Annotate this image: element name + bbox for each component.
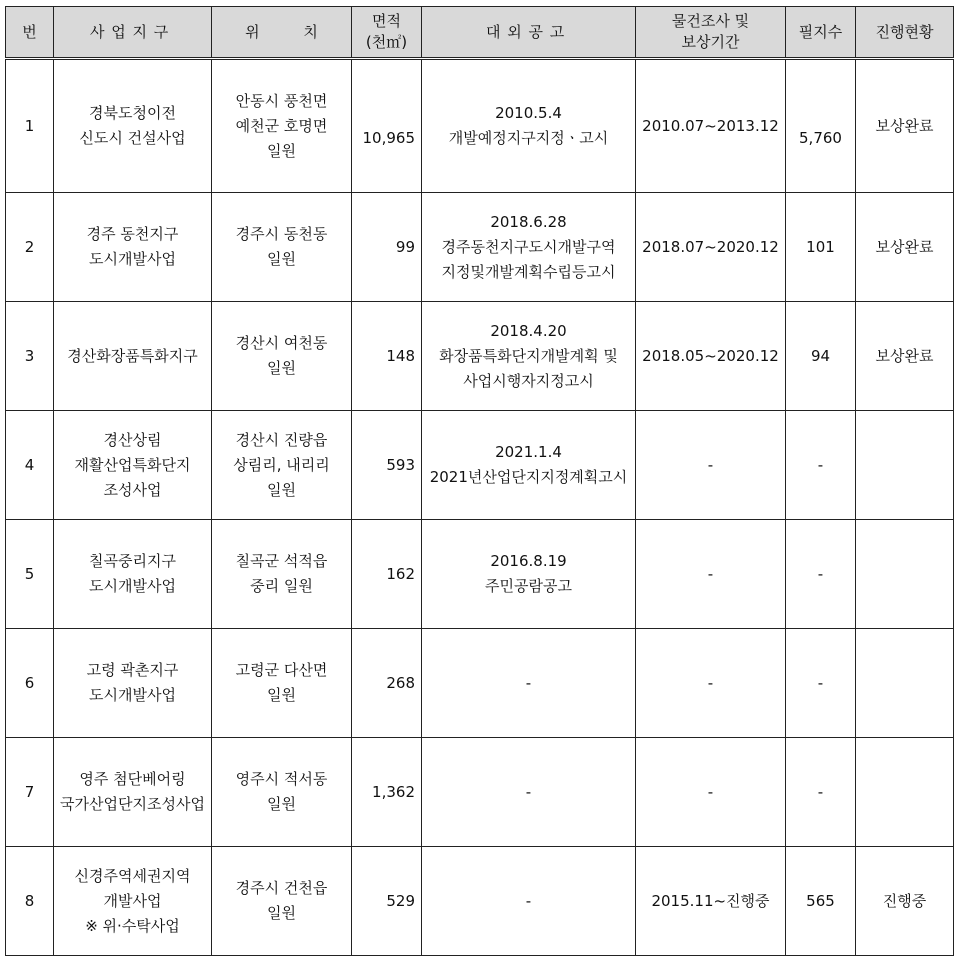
location-line: 경주시 건천읍 (235, 879, 328, 897)
table-row (6, 738, 954, 847)
table-row (6, 59, 954, 193)
project-name-line: 영주 첨단베어링 (79, 770, 186, 788)
parcel-count: - (786, 629, 856, 738)
project-name-line: 칠곡중리지구 (89, 552, 176, 570)
location-line: 일원 (267, 686, 296, 704)
project-name-line: 도시개발사업 (89, 250, 176, 268)
project-name-line: 개발사업 (103, 891, 162, 910)
survey-period: 2018.05~2020.12 (636, 302, 786, 411)
parcel-count: - (786, 520, 856, 629)
progress-status (856, 411, 954, 520)
location-line: 경주시 동천동 (235, 225, 328, 243)
public-notice-line: 2018.4.20 (490, 321, 567, 340)
area-value: 10,965 (352, 59, 422, 193)
location (212, 59, 352, 193)
header-location: 위 치 (212, 7, 352, 59)
survey-period: - (636, 629, 786, 738)
public-notice-line: 2021.1.4 (495, 443, 562, 461)
location-line: 영주시 적서동 (235, 770, 328, 788)
area-value: 529 (352, 847, 422, 956)
location-line: 일원 (267, 141, 296, 160)
survey-period: - (636, 411, 786, 520)
parcel-count: 565 (786, 847, 856, 956)
project-name-line: 조성사업 (103, 480, 162, 499)
project-name-line: 경북도청이전 (89, 104, 176, 122)
area-value: 1,362 (352, 738, 422, 847)
header-area-line1: 면적 (372, 12, 401, 30)
location-line: 예천군 호명면 (235, 116, 328, 135)
survey-period: 2018.07~2020.12 (636, 193, 786, 302)
public-notice-line: - (525, 782, 532, 801)
public-notice-line: 사업시행자지정고시 (463, 371, 594, 390)
public-notice-line: 화장품특화단지개발계획 및 (439, 346, 618, 365)
header-status: 진행현황 (856, 7, 954, 59)
location (212, 629, 352, 738)
project-name-line: 신경주역세권지역 (74, 866, 191, 885)
project-name-line: 신도시 건설사업 (79, 129, 186, 147)
location-line: 중리 일원 (250, 577, 313, 595)
progress-status: 진행중 (856, 847, 954, 956)
header-no: 번 (6, 7, 54, 59)
survey-period: - (636, 520, 786, 629)
location (212, 738, 352, 847)
location-line: 일원 (267, 480, 296, 499)
row-number: 7 (6, 738, 54, 847)
location-line: 경산시 여천동 (235, 334, 328, 352)
header-parcels: 필지수 (786, 7, 856, 59)
project-name-line: 고령 곽촌지구 (86, 661, 179, 679)
header-project: 사업지구 (54, 7, 212, 59)
public-notice (422, 411, 636, 520)
project-name-line: ※ 위·수탁사업 (85, 916, 180, 935)
table-row (6, 520, 954, 629)
row-number: 5 (6, 520, 54, 629)
location-line: 칠곡군 석적읍 (235, 552, 328, 570)
location (212, 193, 352, 302)
location (212, 520, 352, 629)
area-value: 593 (352, 411, 422, 520)
row-number: 8 (6, 847, 54, 956)
location-line: 경산시 진량읍 (235, 430, 328, 449)
parcel-count: 94 (786, 302, 856, 411)
public-notice-line: 지정및개발계획수립등고시 (441, 262, 616, 281)
location-line: 일원 (267, 904, 296, 922)
table-row (6, 302, 954, 411)
row-number: 1 (6, 59, 54, 193)
parcel-count: 5,760 (786, 59, 856, 193)
location (212, 847, 352, 956)
compensation-table (5, 6, 954, 956)
public-notice-line: 주민공람공고 (485, 577, 572, 595)
survey-period: 2010.07~2013.12 (636, 59, 786, 193)
public-notice-line: 개발예정지구지정ㆍ고시 (448, 129, 609, 147)
public-notice (422, 302, 636, 411)
public-notice (422, 738, 636, 847)
header-survey-line1: 물건조사 및 (671, 12, 750, 30)
project-name (54, 59, 212, 193)
public-notice (422, 629, 636, 738)
project-name-line: 재활산업특화단지 (74, 455, 191, 474)
table-body (6, 59, 954, 956)
progress-status (856, 520, 954, 629)
row-number: 2 (6, 193, 54, 302)
location-line: 안동시 풍천면 (235, 91, 328, 110)
project-name-line: 도시개발사업 (89, 686, 176, 704)
public-notice (422, 193, 636, 302)
progress-status (856, 629, 954, 738)
header-area (352, 7, 422, 59)
compensation-table-wrapper (5, 6, 954, 956)
project-name-line: 국가산업단지조성사업 (60, 795, 205, 813)
public-notice-line: - (525, 891, 532, 910)
area-value: 268 (352, 629, 422, 738)
project-name (54, 193, 212, 302)
location-line: 상림리, 내리리 (233, 455, 330, 474)
project-name (54, 629, 212, 738)
area-value: 148 (352, 302, 422, 411)
row-number: 6 (6, 629, 54, 738)
public-notice-line: 2016.8.19 (490, 552, 567, 570)
location-line: 일원 (267, 359, 296, 377)
project-name (54, 738, 212, 847)
table-row (6, 193, 954, 302)
survey-period: 2015.11~진행중 (636, 847, 786, 956)
project-name-line: 경산상림 (103, 430, 162, 449)
location-line: 일원 (267, 250, 296, 268)
project-name (54, 520, 212, 629)
project-name (54, 847, 212, 956)
project-name-line: 경산화장품특화지구 (67, 346, 198, 365)
project-name-line: 도시개발사업 (89, 577, 176, 595)
public-notice-line: 2010.5.4 (495, 104, 562, 122)
public-notice (422, 847, 636, 956)
header-area-line2: (천㎡) (365, 33, 408, 51)
table-row (6, 847, 954, 956)
progress-status (856, 738, 954, 847)
header-survey-line2: 보상기간 (681, 33, 740, 51)
project-name (54, 302, 212, 411)
location (212, 411, 352, 520)
parcel-count: - (786, 411, 856, 520)
row-number: 3 (6, 302, 54, 411)
header-notice: 대외공고 (422, 7, 636, 59)
row-number: 4 (6, 411, 54, 520)
location-line: 일원 (267, 795, 296, 813)
public-notice-line: 2021년산업단지지정계획고시 (429, 468, 628, 486)
area-value: 99 (352, 193, 422, 302)
table-row (6, 629, 954, 738)
project-name-line: 경주 동천지구 (86, 225, 179, 243)
progress-status: 보상완료 (856, 302, 954, 411)
progress-status: 보상완료 (856, 59, 954, 193)
header-survey (636, 7, 786, 59)
location (212, 302, 352, 411)
public-notice-line: 경주동천지구도시개발구역 (441, 237, 616, 256)
area-value: 162 (352, 520, 422, 629)
table-row (6, 411, 954, 520)
header-row (6, 7, 954, 59)
location-line: 고령군 다산면 (235, 661, 328, 679)
parcel-count: - (786, 738, 856, 847)
public-notice (422, 59, 636, 193)
public-notice-line: 2018.6.28 (490, 212, 567, 231)
parcel-count: 101 (786, 193, 856, 302)
progress-status: 보상완료 (856, 193, 954, 302)
survey-period: - (636, 738, 786, 847)
public-notice (422, 520, 636, 629)
public-notice-line: - (525, 673, 532, 692)
project-name (54, 411, 212, 520)
